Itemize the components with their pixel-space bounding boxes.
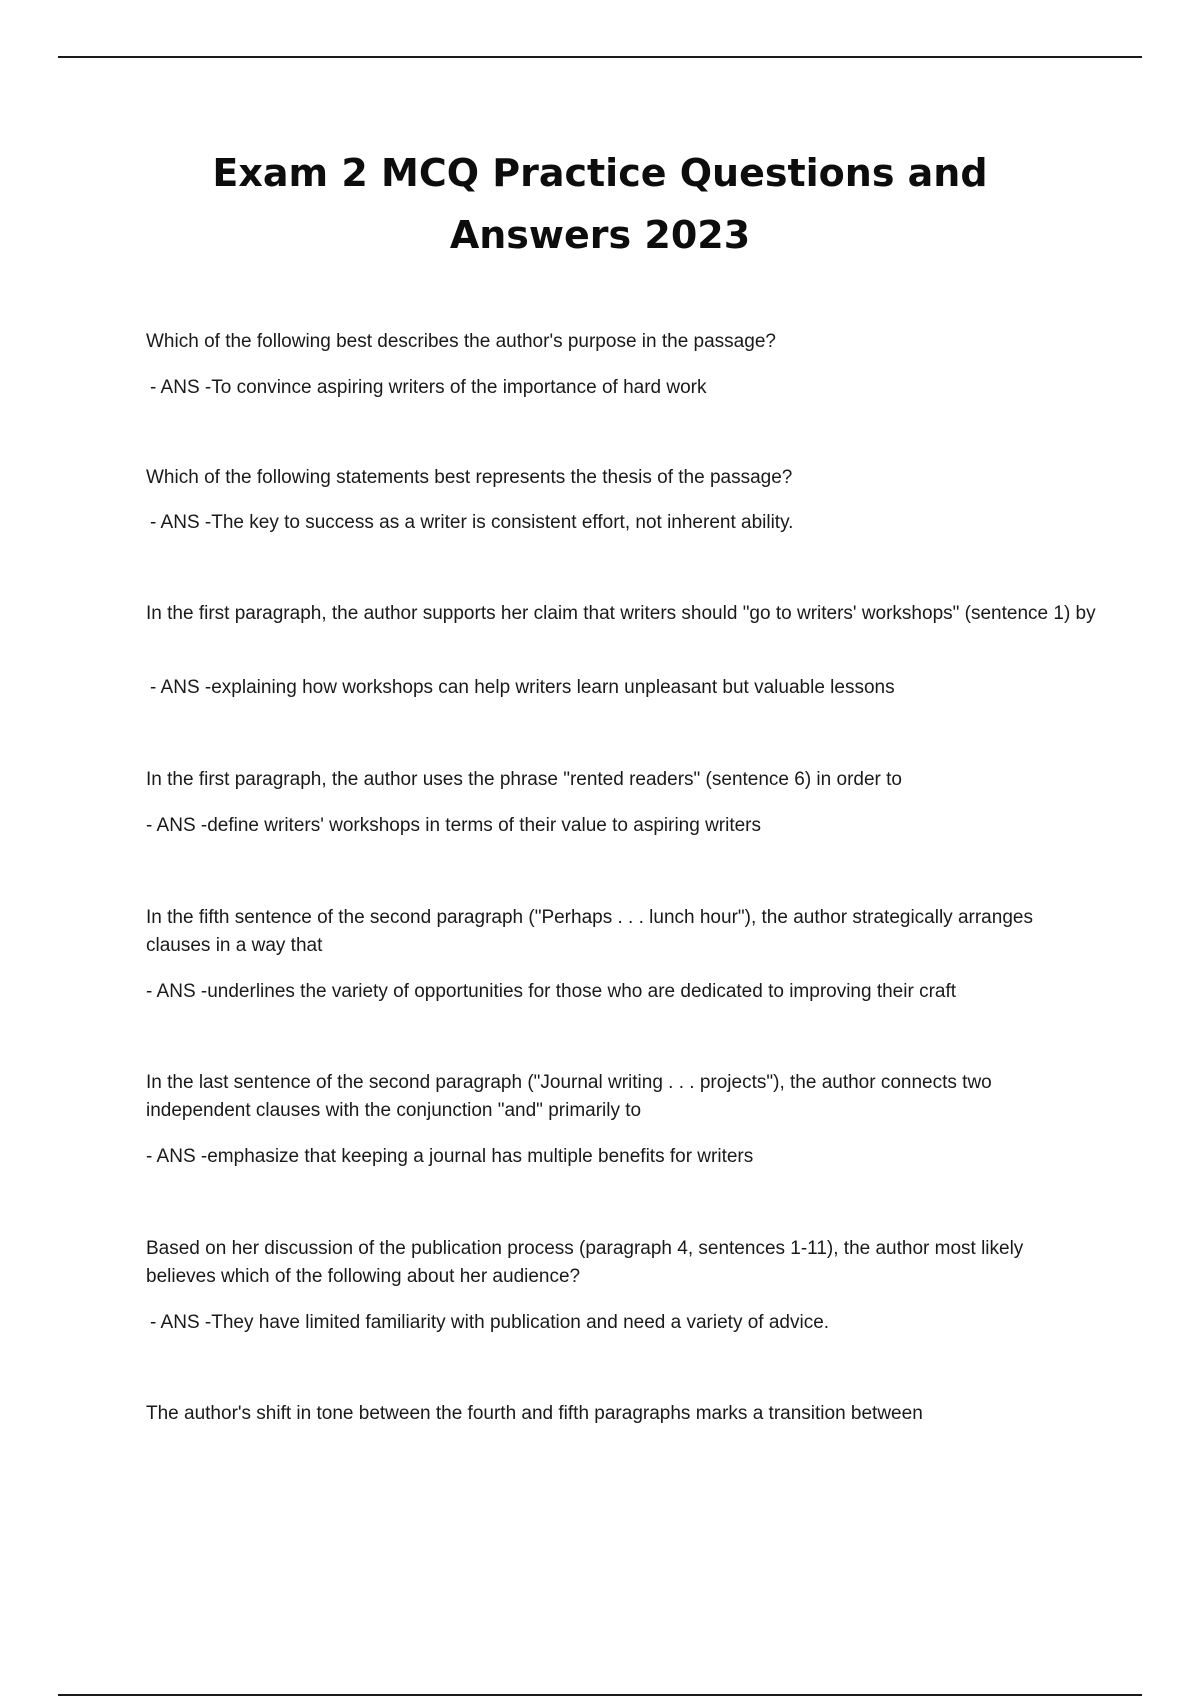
answer-text: - ANS -explaining how workshops can help writers learn unpleasant but valuable lessons — [150, 677, 895, 698]
answer-text: - ANS -define writers' workshops in terms of their value to aspiring writers — [146, 815, 762, 836]
qa-item-3 — [146, 600, 1096, 698]
question-text: Based on her discussion of the publication process (paragraph 4, sentences 1-11), the author most likely believes which of the following about her audience? — [146, 1238, 1024, 1287]
question-text: In the first paragraph, the author uses the phrase "rented readers" (sentence 6) in order to — [146, 769, 902, 790]
answer-text: - ANS -They have limited familiarity with publication and need a variety of advice. — [150, 1312, 830, 1333]
qa-item-2 — [146, 464, 1096, 533]
title-line-1: Exam 2 MCQ Practice Questions and — [212, 151, 988, 195]
qa-item-7 — [146, 1235, 1096, 1333]
page-title — [100, 142, 1100, 266]
qa-item-1 — [146, 328, 1096, 398]
question-text: In the first paragraph, the author supports her claim that writers should "go to writers' workshops" (sentence 1) by — [146, 603, 1096, 624]
answer-text: - ANS -To convince aspiring writers of the importance of hard work — [150, 377, 707, 398]
qa-item-6 — [146, 1069, 1096, 1167]
top-rule — [58, 56, 1142, 58]
question-text: In the fifth sentence of the second paragraph ("Perhaps . . . lunch hour"), the author strategically arranges clauses in a way that — [146, 907, 1033, 956]
qa-item-4 — [146, 766, 1096, 836]
answer-text: - ANS -emphasize that keeping a journal has multiple benefits for writers — [146, 1146, 754, 1167]
title-line-2: Answers 2023 — [449, 213, 751, 257]
question-text: Which of the following statements best represents the thesis of the passage? — [146, 467, 793, 488]
answer-text: - ANS -The key to success as a writer is consistent effort, not inherent ability. — [150, 512, 794, 533]
qa-item-8 — [146, 1400, 1096, 1428]
question-text: The author's shift in tone between the fourth and fifth paragraphs marks a transition between — [146, 1403, 923, 1424]
bottom-rule — [58, 1694, 1142, 1696]
question-text: Which of the following best describes the author's purpose in the passage? — [146, 331, 776, 352]
qa-item-5 — [146, 904, 1096, 1002]
answer-text: - ANS -underlines the variety of opportunities for those who are dedicated to improving their craft — [146, 981, 957, 1002]
question-text: In the last sentence of the second paragraph ("Journal writing . . . projects"), the author connects two independent clauses with the conjunction "and" primarily to — [146, 1072, 992, 1121]
